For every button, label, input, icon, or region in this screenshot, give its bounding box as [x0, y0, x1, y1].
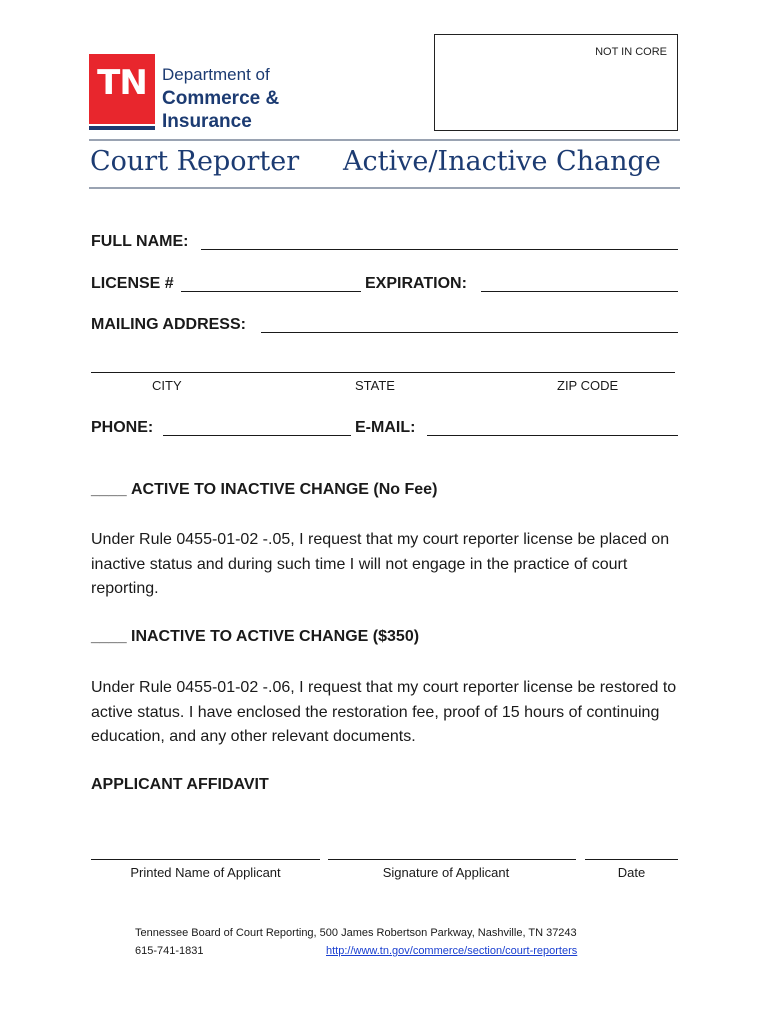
email-label: E-MAIL: [355, 419, 416, 436]
footer-address: Tennessee Board of Court Reporting, 500 James Robertson Parkway, Nashville, TN 37243 [135, 927, 577, 939]
signature-field[interactable] [328, 859, 576, 860]
inactive-to-active-checkline[interactable]: ____ [91, 628, 127, 645]
license-label: LICENSE # [91, 275, 174, 292]
footer-website-link[interactable]: http://www.tn.gov/commerce/section/court-reporters [326, 945, 578, 957]
affidavit-heading: APPLICANT AFFIDAVIT [91, 776, 269, 793]
mailing-address-label: MAILING ADDRESS: [91, 316, 246, 333]
title-active-inactive-change: Active/Inactive Change [343, 146, 661, 177]
zip-caption: ZIP CODE [557, 378, 619, 393]
date-caption: Date [617, 865, 646, 880]
logo-underline [89, 126, 155, 130]
active-to-inactive-checkline[interactable]: ____ [91, 481, 127, 498]
full-name-label: FULL NAME: [91, 233, 189, 250]
full-name-field[interactable] [201, 249, 678, 250]
inactive-to-active-text: Under Rule 0455-01-02 -.06, I request that my court reporter license be restored to active status. I have enclosed the restoration fee, proof of 15 hours of continuing education, and any other relevant documents. [91, 679, 677, 745]
logo-insurance: Insurance [162, 111, 252, 132]
printed-name-field[interactable] [91, 859, 320, 860]
not-in-core-box [434, 34, 678, 131]
active-to-inactive-heading: ACTIVE TO INACTIVE CHANGE (No Fee) [131, 481, 438, 498]
not-in-core-label: NOT IN CORE [595, 46, 667, 58]
phone-field[interactable] [163, 435, 351, 436]
title-rule-bottom [89, 187, 680, 189]
logo-department: Department of [162, 65, 270, 84]
expiration-label: EXPIRATION: [365, 275, 467, 292]
tn-logo-text: TN [97, 63, 147, 103]
city-caption: CITY [152, 378, 182, 393]
phone-label: PHONE: [91, 419, 154, 436]
footer-phone: 615-741-1831 [135, 945, 204, 957]
state-caption: STATE [355, 378, 395, 393]
title-court-reporter: Court Reporter [90, 146, 300, 177]
printed-name-caption: Printed Name of Applicant [130, 865, 281, 880]
logo-commerce: Commerce & [162, 88, 280, 109]
city-state-zip-field[interactable] [91, 372, 675, 373]
email-field[interactable] [427, 435, 678, 436]
license-field[interactable] [181, 291, 361, 292]
mailing-address-field[interactable] [261, 332, 678, 333]
active-to-inactive-text: Under Rule 0455-01-02 -.05, I request that my court reporter license be placed on inactive status and during such time I will not engage in the practice of court reporting. [91, 531, 670, 597]
date-field[interactable] [585, 859, 678, 860]
inactive-to-active-heading: INACTIVE TO ACTIVE CHANGE ($350) [131, 628, 420, 645]
title-rule-top [89, 139, 680, 141]
expiration-field[interactable] [481, 291, 678, 292]
signature-caption: Signature of Applicant [382, 865, 510, 880]
